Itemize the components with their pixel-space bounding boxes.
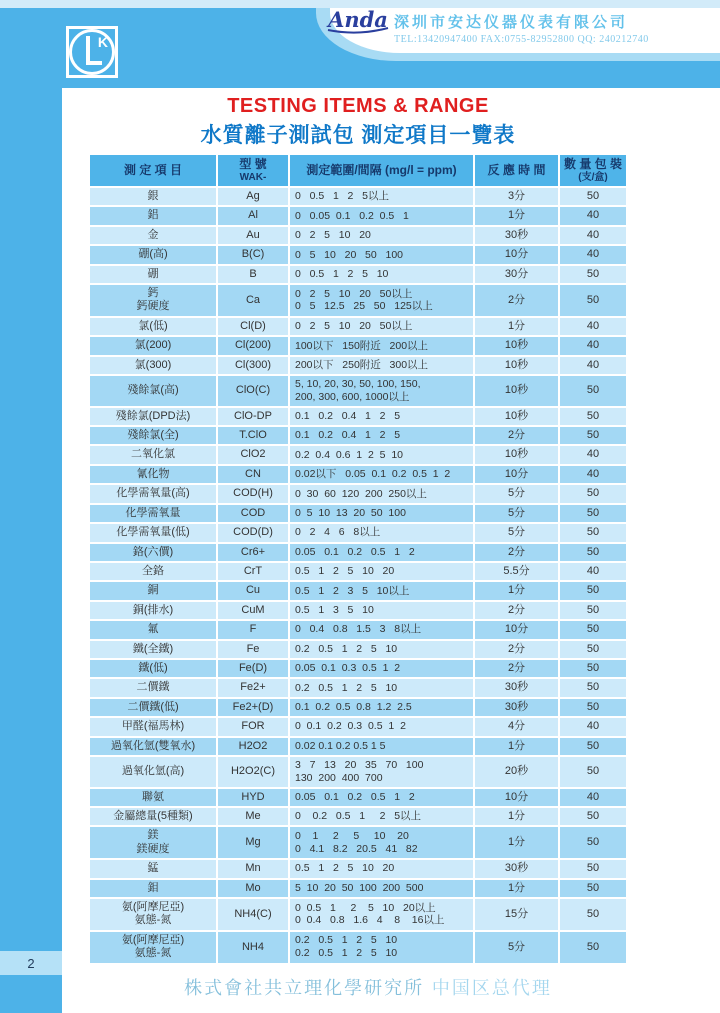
reaction-time-cell: 10秒 <box>475 376 560 408</box>
range-cell: 0.2 0.5 1 2 5 10 0.2 0.5 1 2 5 10 <box>290 932 475 965</box>
quantity-cell: 40 <box>560 207 628 226</box>
item-name-cell: 金 <box>88 227 218 246</box>
quantity-cell: 40 <box>560 246 628 265</box>
range-cell: 0.5 1 2 3 5 10以上 <box>290 582 475 601</box>
reaction-time-cell: 3分 <box>475 188 560 207</box>
range-cell: 0.5 1 3 5 10 <box>290 602 475 621</box>
reaction-time-cell: 2分 <box>475 427 560 446</box>
reaction-time-cell: 10分 <box>475 789 560 808</box>
reaction-time-cell: 10分 <box>475 621 560 640</box>
reaction-time-cell: 30分 <box>475 266 560 285</box>
reaction-time-cell: 2分 <box>475 641 560 660</box>
reaction-time-cell: 30秒 <box>475 679 560 698</box>
reaction-time-cell: 10秒 <box>475 408 560 427</box>
range-cell: 0 5 10 13 20 50 100 <box>290 505 475 524</box>
header-qty-column: 數 量 包 裝 (支/盒) <box>560 155 628 188</box>
page-number: 2 <box>27 955 35 971</box>
model-code-cell: B(C) <box>218 246 290 265</box>
reaction-time-cell: 20秒 <box>475 757 560 789</box>
item-name-cell: 氟 <box>88 621 218 640</box>
reaction-time-cell: 10秒 <box>475 337 560 356</box>
table-row <box>88 207 628 226</box>
table-row <box>88 827 628 860</box>
model-code-cell: FOR <box>218 718 290 737</box>
quantity-cell: 40 <box>560 789 628 808</box>
item-name-cell: 錳 <box>88 860 218 879</box>
table-row <box>88 808 628 827</box>
footer-agency-label: 中国区总代理 <box>431 977 552 999</box>
range-cell: 0 2 4 6 8以上 <box>290 524 475 543</box>
reaction-time-cell: 10秒 <box>475 446 560 465</box>
item-name-cell: 鈣 鈣硬度 <box>88 285 218 318</box>
testing-table-body <box>88 188 628 965</box>
item-name-cell: 全鉻 <box>88 563 218 582</box>
table-row <box>88 860 628 879</box>
quantity-cell: 50 <box>560 505 628 524</box>
model-code-cell: COD(D) <box>218 524 290 543</box>
item-name-cell: 氯(300) <box>88 357 218 376</box>
reaction-time-cell: 10分 <box>475 246 560 265</box>
range-cell: 0 1 2 5 10 20 0 4.1 8.2 20.5 41 82 <box>290 827 475 860</box>
quantity-cell: 50 <box>560 266 628 285</box>
table-row <box>88 485 628 504</box>
item-name-cell: 鐵(全鐵) <box>88 641 218 660</box>
model-code-cell: Fe <box>218 641 290 660</box>
model-code-cell: CN <box>218 466 290 485</box>
quantity-cell: 40 <box>560 337 628 356</box>
table-row <box>88 718 628 737</box>
table-row <box>88 789 628 808</box>
item-name-cell: 硼 <box>88 266 218 285</box>
reaction-time-cell: 5.5分 <box>475 563 560 582</box>
range-cell: 100以下 150附近 200以上 <box>290 337 475 356</box>
range-cell: 0.1 0.2 0.4 1 2 5 <box>290 408 475 427</box>
range-cell: 0 0.5 1 2 5以上 <box>290 188 475 207</box>
quantity-cell: 50 <box>560 408 628 427</box>
contact-line: TEL:13420947400 FAX:0755-82952800 QQ: 240212740 <box>394 34 649 45</box>
item-name-cell: 氯(低) <box>88 318 218 337</box>
quantity-cell: 50 <box>560 932 628 965</box>
table-row <box>88 932 628 965</box>
range-cell: 0.05 0.1 0.2 0.5 1 2 <box>290 789 475 808</box>
reaction-time-cell: 2分 <box>475 660 560 679</box>
lk-logo-letter-l-foot <box>86 61 102 65</box>
quantity-cell: 50 <box>560 602 628 621</box>
table-row <box>88 621 628 640</box>
range-cell: 0.05 0.1 0.2 0.5 1 2 <box>290 544 475 563</box>
reaction-time-cell: 2分 <box>475 602 560 621</box>
quantity-cell: 50 <box>560 376 628 408</box>
quantity-cell: 50 <box>560 285 628 318</box>
reaction-time-cell: 30秒 <box>475 227 560 246</box>
quantity-cell: 50 <box>560 860 628 879</box>
quantity-cell: 40 <box>560 357 628 376</box>
model-code-cell: T.ClO <box>218 427 290 446</box>
table-row <box>88 660 628 679</box>
quantity-cell: 50 <box>560 485 628 504</box>
table-row <box>88 738 628 757</box>
quantity-cell: 50 <box>560 899 628 932</box>
range-cell: 0.2 0.4 0.6 1 2 5 10 <box>290 446 475 465</box>
quantity-cell: 40 <box>560 563 628 582</box>
range-cell: 0 2 5 10 20 50以上 0 5 12.5 25 50 125以上 <box>290 285 475 318</box>
range-cell: 0.5 1 2 5 10 20 <box>290 563 475 582</box>
reaction-time-cell: 1分 <box>475 318 560 337</box>
range-cell: 0.1 0.2 0.5 0.8 1.2 2.5 <box>290 699 475 718</box>
model-code-cell: ClO-DP <box>218 408 290 427</box>
model-code-cell: H2O2(C) <box>218 757 290 789</box>
range-cell: 0 0.2 0.5 1 2 5以上 <box>290 808 475 827</box>
reaction-time-cell: 30秒 <box>475 860 560 879</box>
reaction-time-cell: 5分 <box>475 505 560 524</box>
testing-items-table <box>88 155 628 965</box>
range-cell: 0.02 0.1 0.2 0.5 1 5 <box>290 738 475 757</box>
model-code-cell: Cl(300) <box>218 357 290 376</box>
table-row <box>88 699 628 718</box>
model-code-cell: Mn <box>218 860 290 879</box>
quantity-cell: 50 <box>560 679 628 698</box>
model-code-cell: Al <box>218 207 290 226</box>
range-cell: 0 2 5 10 20 <box>290 227 475 246</box>
quantity-cell: 50 <box>560 524 628 543</box>
table-row <box>88 524 628 543</box>
item-name-cell: 殘餘氯(高) <box>88 376 218 408</box>
quantity-cell: 50 <box>560 621 628 640</box>
table-row <box>88 679 628 698</box>
page-number-badge <box>0 951 62 975</box>
reaction-time-cell: 1分 <box>475 582 560 601</box>
page-card <box>62 88 720 1013</box>
range-cell: 0 0.5 1 2 5 10 <box>290 266 475 285</box>
quantity-cell: 40 <box>560 718 628 737</box>
quantity-cell: 50 <box>560 582 628 601</box>
item-name-cell: 二價鐵(低) <box>88 699 218 718</box>
model-code-cell: COD(H) <box>218 485 290 504</box>
table-row <box>88 641 628 660</box>
range-cell: 0 30 60 120 200 250以上 <box>290 485 475 504</box>
model-code-cell: Fe2+ <box>218 679 290 698</box>
range-cell: 5, 10, 20, 30, 50, 100, 150, 200, 300, 600, 1000以上 <box>290 376 475 408</box>
model-code-cell: Me <box>218 808 290 827</box>
reaction-time-cell: 1分 <box>475 808 560 827</box>
range-cell: 0 0.1 0.2 0.3 0.5 1 2 <box>290 718 475 737</box>
quantity-cell: 40 <box>560 446 628 465</box>
reaction-time-cell: 4分 <box>475 718 560 737</box>
range-cell: 0.1 0.2 0.4 1 2 5 <box>290 427 475 446</box>
header-time-column: 反 應 時 間 <box>475 155 560 188</box>
quantity-cell: 40 <box>560 318 628 337</box>
table-row <box>88 285 628 318</box>
item-name-cell: 鋁 <box>88 207 218 226</box>
table-row <box>88 318 628 337</box>
reaction-time-cell: 30秒 <box>475 699 560 718</box>
range-cell: 0.2 0.5 1 2 5 10 <box>290 679 475 698</box>
range-cell: 0 0.4 0.8 1.5 3 8以上 <box>290 621 475 640</box>
table-row <box>88 466 628 485</box>
reaction-time-cell: 15分 <box>475 899 560 932</box>
item-name-cell: 銅 <box>88 582 218 601</box>
item-name-cell: 過氧化氫(高) <box>88 757 218 789</box>
model-code-cell: COD <box>218 505 290 524</box>
header-range-column: 測定範圍/間隔 (mg/l = ppm) <box>290 155 475 188</box>
item-name-cell: 銀 <box>88 188 218 207</box>
table-header-row <box>88 155 628 188</box>
page-title-chinese: 水質離子測試包 測定項目一覽表 <box>200 124 516 147</box>
item-name-cell: 二價鐵 <box>88 679 218 698</box>
range-cell: 5 10 20 50 100 200 500 <box>290 880 475 899</box>
model-code-cell: ClO2 <box>218 446 290 465</box>
table-row <box>88 899 628 932</box>
model-code-cell: HYD <box>218 789 290 808</box>
model-code-cell: Au <box>218 227 290 246</box>
quantity-cell: 50 <box>560 827 628 860</box>
table-row <box>88 227 628 246</box>
range-cell: 0 2 5 10 20 50以上 <box>290 318 475 337</box>
item-name-cell: 金屬總量(5種類) <box>88 808 218 827</box>
lk-logo-letter-k: K <box>97 34 108 50</box>
footer-company-serif: 株式會社共立理化學研究所 <box>184 977 425 999</box>
table-row <box>88 357 628 376</box>
model-code-cell: Cr6+ <box>218 544 290 563</box>
anda-brand-text: Anda <box>328 7 388 32</box>
reaction-time-cell: 5分 <box>475 485 560 504</box>
quantity-cell: 50 <box>560 738 628 757</box>
item-name-cell: 化學需氧量(低) <box>88 524 218 543</box>
page-title-english: TESTING ITEMS & RANGE <box>227 95 489 117</box>
quantity-cell: 50 <box>560 757 628 789</box>
model-code-cell: CuM <box>218 602 290 621</box>
quantity-cell: 40 <box>560 466 628 485</box>
model-code-cell: NH4 <box>218 932 290 965</box>
reaction-time-cell: 1分 <box>475 738 560 757</box>
item-name-cell: 鎂 鎂硬度 <box>88 827 218 860</box>
table-row <box>88 602 628 621</box>
range-cell: 0.02以下 0.05 0.1 0.2 0.5 1 2 <box>290 466 475 485</box>
model-code-cell: Mo <box>218 880 290 899</box>
item-name-cell: 銅(排水) <box>88 602 218 621</box>
model-code-cell: Fe2+(D) <box>218 699 290 718</box>
item-name-cell: 聯氨 <box>88 789 218 808</box>
range-cell: 0.2 0.5 1 2 5 10 <box>290 641 475 660</box>
quantity-cell: 40 <box>560 227 628 246</box>
item-name-cell: 鐵(低) <box>88 660 218 679</box>
item-name-cell: 殘餘氯(DPD法) <box>88 408 218 427</box>
table-row <box>88 880 628 899</box>
range-cell: 3 7 13 20 35 70 100 130 200 400 700 <box>290 757 475 789</box>
item-name-cell: 化學需氧量(高) <box>88 485 218 504</box>
model-code-cell: Ca <box>218 285 290 318</box>
model-code-cell: Fe(D) <box>218 660 290 679</box>
range-cell: 0 0.05 0.1 0.2 0.5 1 <box>290 207 475 226</box>
model-code-cell: H2O2 <box>218 738 290 757</box>
range-cell: 0 5 10 20 50 100 <box>290 246 475 265</box>
table-row <box>88 505 628 524</box>
model-code-cell: Mg <box>218 827 290 860</box>
reaction-time-cell: 10秒 <box>475 357 560 376</box>
header-model-column: 型 號 WAK- <box>218 155 290 188</box>
item-name-cell: 甲醛(福馬林) <box>88 718 218 737</box>
model-code-cell: F <box>218 621 290 640</box>
range-cell: 0.5 1 2 5 10 20 <box>290 860 475 879</box>
reaction-time-cell: 1分 <box>475 207 560 226</box>
table-row <box>88 337 628 356</box>
item-name-cell: 鉬 <box>88 880 218 899</box>
header-item-column: 測 定 項 目 <box>88 155 218 188</box>
model-code-cell: Cl(200) <box>218 337 290 356</box>
model-code-cell: Cu <box>218 582 290 601</box>
table-row <box>88 582 628 601</box>
item-name-cell: 鉻(六價) <box>88 544 218 563</box>
table-row <box>88 446 628 465</box>
table-row <box>88 376 628 408</box>
item-name-cell: 過氧化氫(雙氧水) <box>88 738 218 757</box>
table-row <box>88 544 628 563</box>
reaction-time-cell: 1分 <box>475 880 560 899</box>
item-name-cell: 氯(200) <box>88 337 218 356</box>
quantity-cell: 50 <box>560 660 628 679</box>
reaction-time-cell: 5分 <box>475 932 560 965</box>
reaction-time-cell: 10分 <box>475 466 560 485</box>
item-name-cell: 硼(高) <box>88 246 218 265</box>
company-name: 深圳市安达仪器仪表有限公司 <box>394 13 629 31</box>
quantity-cell: 50 <box>560 699 628 718</box>
table-row <box>88 266 628 285</box>
quantity-cell: 50 <box>560 188 628 207</box>
model-code-cell: ClO(C) <box>218 376 290 408</box>
model-code-cell: CrT <box>218 563 290 582</box>
quantity-cell: 50 <box>560 880 628 899</box>
item-name-cell: 二氧化氯 <box>88 446 218 465</box>
range-cell: 0.05 0.1 0.3 0.5 1 2 <box>290 660 475 679</box>
range-cell: 200以下 250附近 300以上 <box>290 357 475 376</box>
lk-logo <box>66 26 118 78</box>
item-name-cell: 殘餘氯(全) <box>88 427 218 446</box>
reaction-time-cell: 5分 <box>475 524 560 543</box>
lk-logo-circle <box>69 29 115 75</box>
quantity-cell: 50 <box>560 641 628 660</box>
reaction-time-cell: 2分 <box>475 544 560 563</box>
item-name-cell: 氰化物 <box>88 466 218 485</box>
range-cell: 0 0.5 1 2 5 10 20以上 0 0.4 0.8 1.6 4 8 16以上 <box>290 899 475 932</box>
table-row <box>88 408 628 427</box>
table-row <box>88 188 628 207</box>
model-code-cell: B <box>218 266 290 285</box>
footer-line <box>88 974 648 1000</box>
quantity-cell: 50 <box>560 544 628 563</box>
model-code-cell: NH4(C) <box>218 899 290 932</box>
item-name-cell: 氨(阿摩尼亞) 氨態-氮 <box>88 899 218 932</box>
anda-brand-logo <box>323 9 393 35</box>
quantity-cell: 50 <box>560 808 628 827</box>
table-row <box>88 427 628 446</box>
item-name-cell: 化學需氧量 <box>88 505 218 524</box>
model-code-cell: Cl(D) <box>218 318 290 337</box>
model-code-cell: Ag <box>218 188 290 207</box>
table-row <box>88 757 628 789</box>
table-row <box>88 563 628 582</box>
quantity-cell: 50 <box>560 427 628 446</box>
item-name-cell: 氨(阿摩尼亞) 氨態-氮 <box>88 932 218 965</box>
reaction-time-cell: 1分 <box>475 827 560 860</box>
table-row <box>88 246 628 265</box>
reaction-time-cell: 2分 <box>475 285 560 318</box>
